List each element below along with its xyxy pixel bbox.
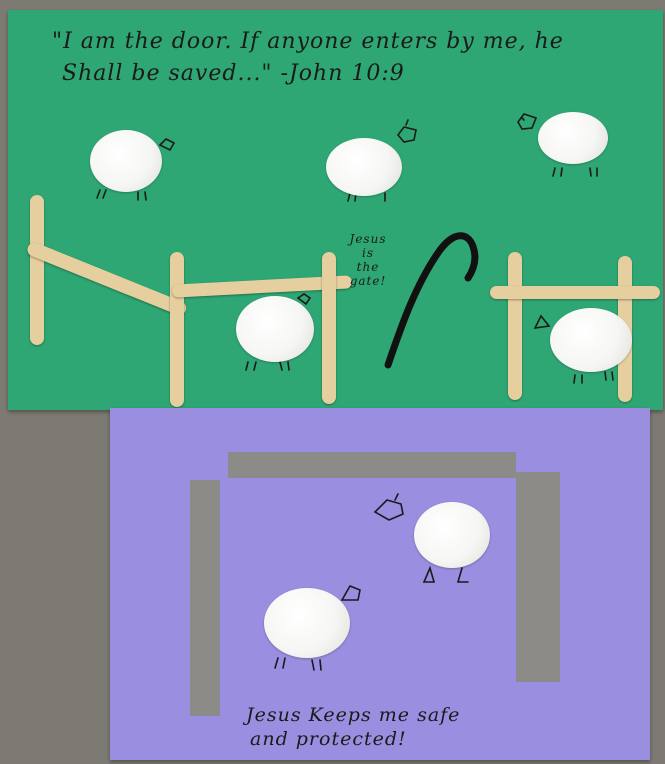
- cotton-sheep-6: [414, 502, 490, 568]
- verse-line-2: Shall be saved..." -John 10:9: [62, 61, 405, 86]
- gate-note-line-1: Jesus: [349, 232, 387, 246]
- cotton-sheep-7: [264, 588, 350, 658]
- verse-line-1: "I am the door. If anyone enters by me, he: [52, 29, 564, 54]
- caption-line-1: Jesus Keeps me safe: [246, 704, 461, 726]
- gate-note-line-3: the: [356, 260, 380, 274]
- gate-note-line-4: gate!: [349, 274, 387, 288]
- gate-note-line-2: is: [362, 246, 374, 260]
- caption-line-2: and protected!: [250, 728, 407, 750]
